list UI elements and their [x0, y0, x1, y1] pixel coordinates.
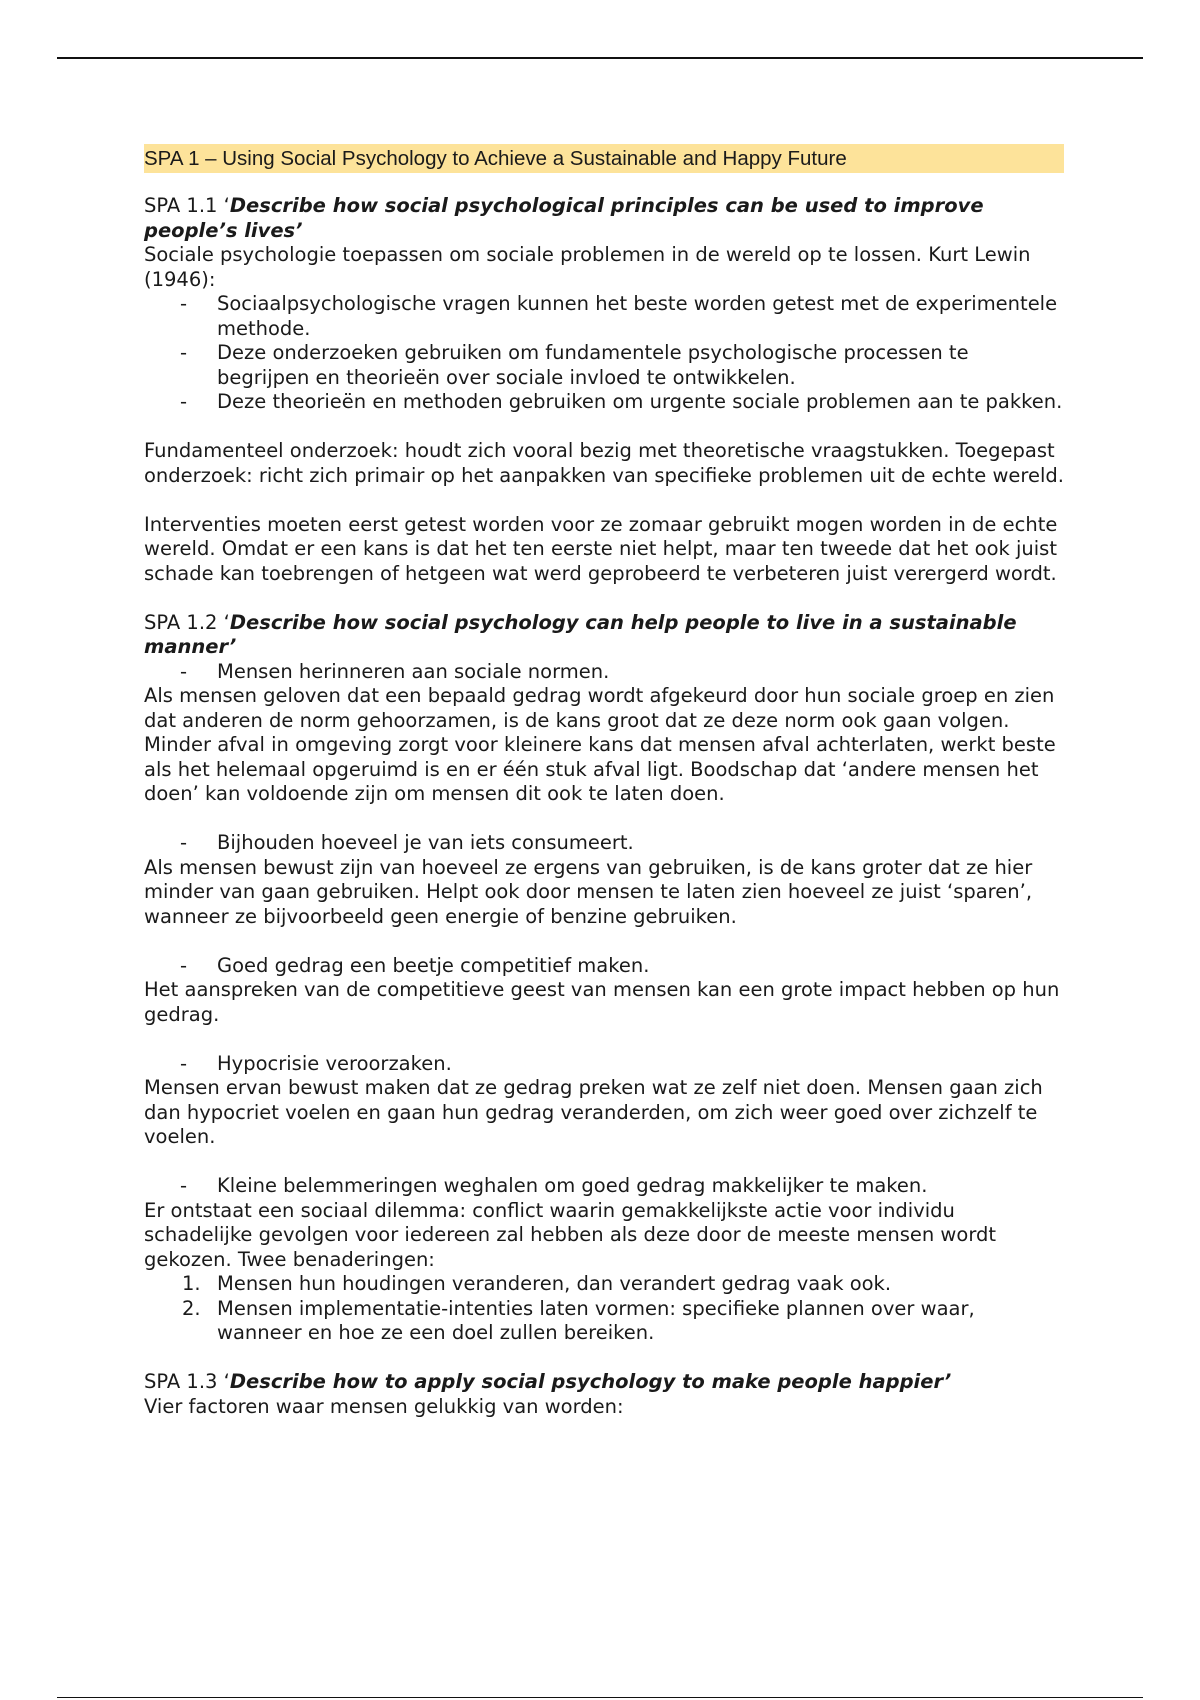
bullet-list	[144, 292, 1064, 415]
bullet-marker: -	[180, 1174, 188, 1197]
bullet-marker: -	[180, 341, 188, 364]
paragraph: Als mensen bewust zijn van hoeveel ze ergens van gebruiken, is de kans groter dat ze hier minder van gaan gebruiken. Helpt ook door mensen te laten zien hoeveel ze juist ‘sparen’, wanneer ze bijvoorbeeld geen energie of benzine gebruiken.	[144, 855, 1033, 928]
header-rule	[57, 57, 1143, 59]
list-item: 2. Mensen implementatie-intenties laten vormen: specifieke plannen over waar, wanneer en hoe ze een doel zullen bereiken.	[182, 1296, 975, 1344]
list-item: - Mensen herinneren aan sociale normen.	[180, 659, 610, 683]
numbered-list	[144, 1272, 1064, 1346]
bullet-marker: -	[180, 831, 188, 854]
bullet-list	[144, 954, 1064, 979]
paragraph: Als mensen geloven dat een bepaald gedrag wordt afgekeurd door hun sociale groep en zien dat anderen de norm gehoorzamen, is de kans groot dat ze deze norm ook gaan volgen. Minder afval in omgeving zorgt voor kleinere kans dat mensen afval achterlaten, werkt beste als het helemaal opgeruimd is en er één stuk afval ligt. Boodschap dat ‘andere mensen het doen’ kan voldoende zijn om mensen dit ook te laten doen.	[144, 684, 1056, 805]
heading-prefix: SPA 1.2 ‘	[144, 610, 230, 634]
bullet-list	[144, 660, 1064, 685]
list-item: 1. Mensen hun houdingen veranderen, dan verandert gedrag vaak ook.	[182, 1272, 892, 1295]
heading-spa-1-3	[144, 1370, 1064, 1395]
heading-question: Describe how social psychology can help people to live in a sustainable manner’	[144, 610, 1017, 658]
bullet-list	[144, 1052, 1064, 1077]
document-body	[144, 144, 1064, 1419]
document-title: SPA 1 – Using Social Psychology to Achieve a Sustainable and Happy Future	[144, 144, 1064, 173]
bullet-marker: -	[180, 390, 188, 413]
paragraph: Fundamenteel onderzoek: houdt zich vooral bezig met theoretische vraagstukken. Toegepast onderzoek: richt zich primair op het aanpakken van specifieke problemen uit de echte wereld.	[144, 439, 1064, 487]
list-item: - Sociaalpsychologische vragen kunnen het beste worden getest met de experimentele methode.	[180, 292, 1058, 340]
list-item: - Goed gedrag een beetje competitief maken.	[180, 953, 650, 977]
paragraph: Vier factoren waar mensen gelukkig van worden:	[144, 1394, 624, 1418]
bullet-marker: -	[180, 1051, 188, 1075]
list-item: - Bijhouden hoeveel je van iets consumeert.	[180, 831, 634, 854]
paragraph: Sociale psychologie toepassen om sociale problemen in de wereld op te lossen. Kurt Lewin (1946):	[144, 243, 1031, 291]
paragraph: Het aanspreken van de competitieve geest van mensen kan een grote impact hebben op hun gedrag.	[144, 978, 1060, 1026]
footer-rule	[57, 1697, 1143, 1698]
heading-spa-1-2	[144, 611, 1064, 660]
paragraph: Mensen ervan bewust maken dat ze gedrag preken wat ze zelf niet doen. Mensen gaan zich dan hypocriet voelen en gaan hun gedrag veranderden, om zich weer goed over zichzelf te voelen.	[144, 1076, 1043, 1148]
heading-prefix: SPA 1.1 ‘	[144, 194, 230, 217]
list-item: - Kleine belemmeringen weghalen om goed gedrag makkelijker te maken.	[180, 1174, 928, 1197]
heading-question: Describe how to apply social psychology to make people happier’	[229, 1370, 952, 1393]
bullet-marker: -	[180, 953, 188, 977]
heading-question: Describe how social psychological principles can be used to improve people’s lives’	[144, 194, 984, 242]
number-marker: 2.	[182, 1296, 201, 1320]
paragraph: Interventies moeten eerst getest worden voor ze zomaar gebruikt mogen worden in de echte wereld. Omdat er een kans is dat het ten eerste niet helpt, maar ten tweede dat het ook juist schade kan toebrengen of hetgeen wat werd geprobeerd te verbeteren juist verergerd wordt.	[144, 512, 1058, 585]
paragraph: Er ontstaat een sociaal dilemma: conflict waarin gemakkelijkste actie voor individu schadelijke gevolgen voor iedereen zal hebben als deze door de meeste mensen wordt gekozen. Twee benaderingen:	[144, 1198, 997, 1271]
bullet-marker: -	[180, 659, 188, 683]
heading-prefix: SPA 1.3 ‘	[144, 1370, 230, 1393]
bullet-list	[144, 1174, 1064, 1199]
number-marker: 1.	[182, 1272, 201, 1295]
bullet-list	[144, 831, 1064, 856]
list-item: - Hypocrisie veroorzaken.	[180, 1051, 452, 1075]
bullet-marker: -	[180, 292, 188, 315]
heading-spa-1-1	[144, 194, 1064, 243]
list-item: - Deze onderzoeken gebruiken om fundamentele psychologische processen te begrijpen en theorieën over sociale invloed te ontwikkelen.	[180, 341, 969, 389]
list-item: - Deze theorieën en methoden gebruiken om urgente sociale problemen aan te pakken.	[180, 390, 1063, 413]
